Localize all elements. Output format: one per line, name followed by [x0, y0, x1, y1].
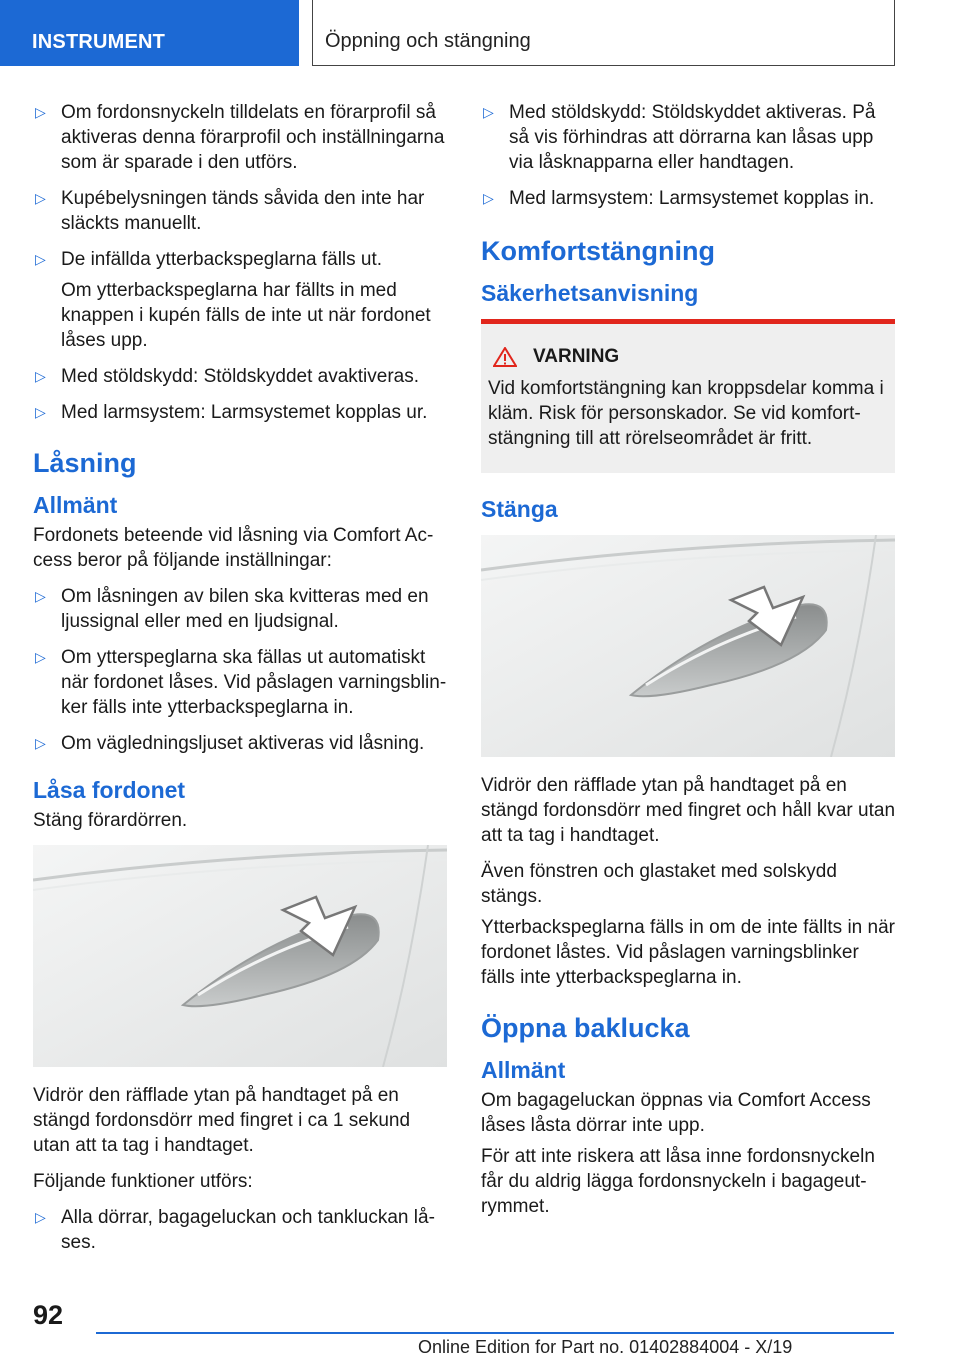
warning-title: VARNING: [533, 346, 620, 367]
heading-general: Allmänt: [481, 1057, 566, 1083]
heading-comfort-closing: Komfortstängning: [481, 236, 715, 266]
page-number: 92: [33, 1300, 64, 1330]
warning-header: [488, 346, 887, 368]
mirrors-text: Ytterbackspeglarna fälls in om de inte fällts in när fordonet låstes. Vid påslagen varningsblinker fälls inte ytterbackspeglarna in.: [481, 917, 895, 988]
triangle-bullet-icon: ▷: [483, 104, 494, 120]
lock-text: Vidrör den räfflade ytan på handtaget på en stängd fordonsdörr med fingret i ca 1 sekund utan att ta tag i handtaget.: [33, 1085, 411, 1156]
lock-intro: Stäng förardörren.: [33, 810, 188, 831]
warning-triangle-icon: [493, 347, 517, 367]
footer-edition: Online Edition for Part no. 01402884004 - X/19: [418, 1337, 793, 1357]
heading-general: Allmänt: [33, 492, 118, 518]
heading-locking: Låsning: [33, 448, 137, 478]
triangle-bullet-icon: ▷: [35, 588, 46, 604]
triangle-bullet-icon: ▷: [35, 190, 46, 206]
door-handle-illustration: [33, 845, 447, 1067]
section-tab: [0, 0, 299, 66]
heading-open-trunk: Öppna baklucka: [481, 1013, 690, 1043]
triangle-bullet-icon: ▷: [35, 368, 46, 384]
general-text: Fordonets beteende vid låsning via Comfort Access beror på följande inställningar:: [33, 525, 434, 571]
list-item: ▷ Kupébelysningen tänds såvida den inte har släckts manuellt.: [35, 188, 425, 234]
list-item: ▷ Alla dörrar, bagageluckan och tankluckan låses.: [35, 1207, 435, 1253]
triangle-bullet-icon: ▷: [483, 190, 494, 206]
windows-text: Även fönstren och glastaket med solskydd stängs.: [481, 861, 837, 907]
list-item: ▷ Om fordonsnyckeln tilldelats en förarprofil så aktiveras denna förarprofil och inställningarna som är sparade i den utförs.: [35, 102, 445, 173]
list-item: ▷ Om vägledningsljuset aktiveras vid låsning.: [35, 733, 425, 754]
list-item: ▷ Med stöldskydd: Stöldskyddet avaktiveras.: [35, 366, 420, 387]
chapter-tab: [312, 0, 895, 66]
chapter-title: Öppning och stängning: [325, 30, 531, 52]
functions-intro: Följande funktioner utförs:: [33, 1171, 253, 1192]
footer-divider: [96, 1332, 894, 1334]
warning-box: [481, 319, 895, 473]
list-item: ▷ Om ytterspeglarna ska fällas ut automatiskt när fordonet låses. Vid påslagen varningsblinker fälls inte ytterbackspeglarna in.: [35, 647, 447, 718]
list-item: ▷ Om låsningen av bilen ska kvitteras med en ljussignal eller med en ljudsignal.: [35, 586, 429, 632]
right-column: [481, 100, 895, 1230]
warning-text: Vid komfortstängning kan kroppsdelar komma i kläm. Risk för personskador. Se vid komfortstängning till att rörelseområdet är fritt.: [488, 378, 884, 449]
triangle-bullet-icon: ▷: [35, 649, 46, 665]
left-column: [33, 100, 447, 1266]
key-text: För att inte riskera att låsa inne fordonsnyckeln får du aldrig lägga fordonsnyckeln i bagageutrymmet.: [481, 1146, 875, 1217]
heading-close: Stänga: [481, 496, 558, 522]
list-item: ▷ De infällda ytterbackspeglarna fälls ut.: [35, 249, 383, 270]
door-handle-illustration: [481, 535, 895, 757]
triangle-bullet-icon: ▷: [35, 104, 46, 120]
heading-lock-vehicle: Låsa fordonet: [33, 777, 186, 803]
heading-safety: Säkerhetsanvisning: [481, 280, 699, 306]
triangle-bullet-icon: ▷: [35, 251, 46, 267]
triangle-bullet-icon: ▷: [35, 1209, 46, 1225]
close-text: Vidrör den räfflade ytan på handtaget på en stängd fordonsdörr med fingret och håll kvar utan att ta tag i handtaget.: [481, 775, 896, 846]
triangle-bullet-icon: ▷: [35, 735, 46, 751]
section-title: INSTRUMENT: [32, 31, 166, 53]
mirror-note: Om ytterbackspeglarna har fällts in med knappen i kupén fälls de inte ut när fordonet låses upp.: [61, 280, 431, 351]
list-item: ▷ Med larmsystem: Larmsystemet kopplas ur.: [35, 402, 428, 423]
list-item: ▷ Med stöldskydd: Stöldskyddet aktiveras. På så vis förhindras att dörrarna kan låsas upp via låsknapparna eller handtagen.: [483, 102, 876, 173]
trunk-text: Om bagageluckan öppnas via Comfort Access låses låsta dörrar inte upp.: [481, 1090, 871, 1136]
list-item: ▷ Med larmsystem: Larmsystemet kopplas in.: [483, 188, 875, 209]
triangle-bullet-icon: ▷: [35, 404, 46, 420]
